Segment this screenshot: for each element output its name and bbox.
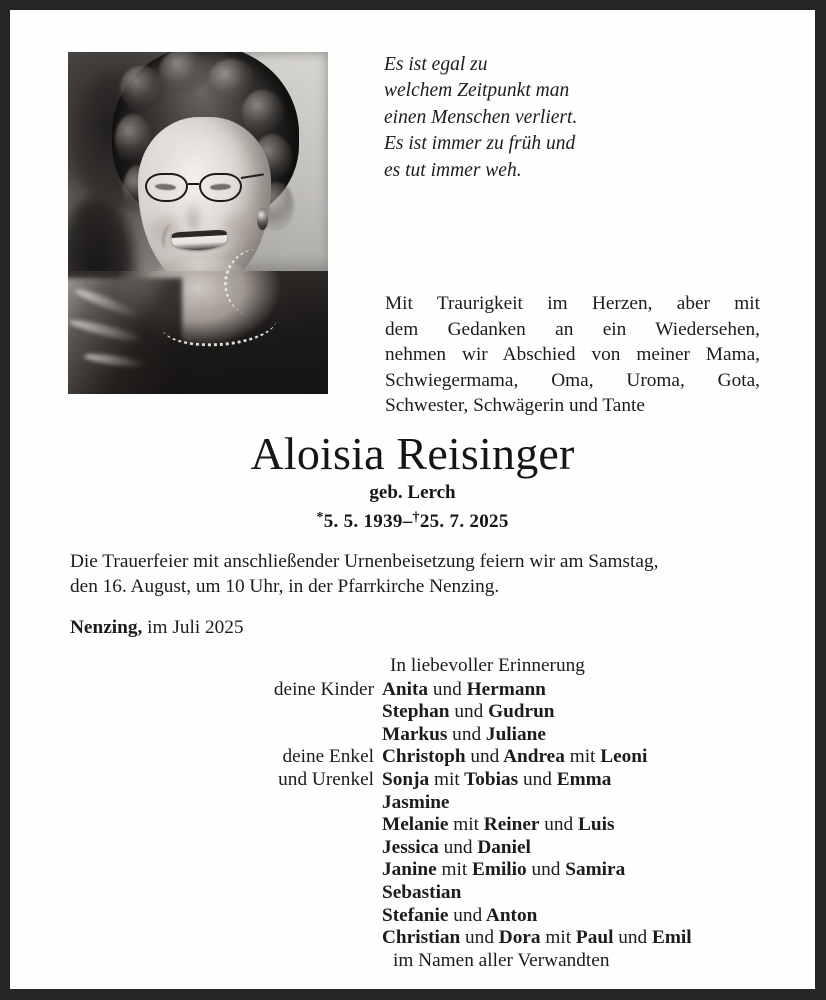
mourners-footer: im Namen aller Verwandten (393, 950, 610, 972)
service-information (70, 549, 780, 599)
mourner-names (382, 746, 647, 769)
mourner-conjunction: und (428, 678, 462, 700)
mourner-conjunction: mit (429, 768, 460, 790)
announcement-date: im Juli 2025 (147, 617, 244, 638)
mourner-row (10, 905, 815, 928)
mourner-conjunction: und (526, 859, 561, 881)
verse-line: Es ist immer zu früh und (384, 133, 576, 155)
mourner-name: Emma (551, 768, 612, 790)
mourner-name: Hermann (461, 678, 546, 700)
farewell-line: nehmen wir Abschied von meiner Mama, (385, 344, 760, 366)
mourner-name: Juliane (481, 723, 546, 745)
mourner-name: Tobias (459, 768, 519, 790)
mourner-row (10, 724, 815, 747)
mourner-names (382, 701, 555, 724)
mourner-name: Leoni (595, 746, 648, 768)
mourner-row (10, 927, 815, 950)
mourner-row (10, 882, 815, 905)
mourner-conjunction: und (518, 768, 552, 790)
farewell-line: dem Gedanken an ein Wiedersehen, (385, 318, 760, 340)
name-block (10, 428, 815, 534)
mourner-conjunction: und (449, 701, 484, 723)
mourner-name: Stefanie (382, 904, 449, 926)
mourner-row (10, 679, 815, 702)
mourner-name: Christian (382, 927, 461, 949)
mourner-name: Christoph (382, 746, 466, 768)
mourner-names (382, 814, 614, 837)
mourner-names (382, 882, 461, 905)
place-and-date (70, 615, 244, 640)
service-line: den 16. August, um 10 Uhr, in der Pfarrkirche Nenzing. (70, 576, 500, 598)
farewell-paragraph (385, 291, 760, 419)
mourner-conjunction: mit (448, 814, 479, 836)
mourner-name: Anton (482, 904, 538, 926)
mourner-name: Stephan (382, 701, 450, 723)
obituary-card (10, 10, 815, 989)
mourner-conjunction: und (448, 904, 483, 926)
mourner-conjunction: mit (436, 859, 468, 881)
mourner-name: Gudrun (483, 701, 555, 723)
mourner-name: Jessica (382, 836, 439, 858)
mourner-row (10, 859, 815, 882)
mourner-row (10, 701, 815, 724)
mourner-names (382, 927, 692, 950)
mourner-name: Sebastian (382, 881, 462, 903)
mourner-name: Anita (382, 678, 429, 700)
mourner-conjunction: mit (540, 927, 572, 949)
mourner-row (10, 769, 815, 792)
service-line: Die Trauerfeier mit anschließender Urnenbeisetzung feiern wir am Samstag, (70, 551, 659, 572)
life-dates (10, 505, 815, 534)
mourner-names (382, 679, 546, 702)
mourner-conjunction: und (613, 927, 648, 949)
mourner-name: Jasmine (382, 791, 450, 813)
mourner-names (382, 859, 625, 882)
verse-line: welchem Zeitpunkt man (384, 80, 570, 102)
mourner-name: Sonja (382, 768, 430, 790)
deceased-name: Aloisia Reisinger (250, 428, 575, 479)
mourner-conjunction: und (465, 746, 500, 768)
mourner-names (382, 837, 531, 860)
mourner-conjunction: und (539, 814, 574, 836)
maiden-name: geb. Lerch (369, 482, 456, 503)
portrait-photo (68, 52, 328, 394)
mourner-conjunction: und (447, 723, 482, 745)
mourner-relation-label: und Urenkel (278, 768, 374, 790)
mourner-name: Emilio (467, 859, 527, 881)
mourner-relation-label: deine Kinder (273, 678, 374, 700)
verse-line: einen Menschen verliert. (384, 106, 578, 128)
mourner-conjunction: mit (564, 746, 596, 768)
mourner-names (382, 769, 611, 792)
photo-film-grain (68, 52, 328, 394)
mourner-name: Daniel (472, 836, 531, 858)
farewell-line: Mit Traurigkeit im Herzen, aber mit (385, 293, 760, 314)
mourner-name: Samira (560, 859, 626, 881)
mourner-name: Reiner (478, 814, 540, 836)
mourner-row (10, 746, 815, 769)
mourners-list (10, 655, 815, 973)
mourner-names (382, 792, 449, 815)
mourner-name: Andrea (499, 746, 565, 768)
death-date: 25. 7. 2025 (419, 510, 509, 532)
birth-symbol: * (316, 509, 324, 525)
mourner-name: Melanie (382, 814, 449, 836)
farewell-line: Schwester, Schwägerin und Tante (385, 395, 645, 417)
mourner-name: Markus (382, 723, 448, 745)
mourner-names (382, 724, 546, 747)
mourners-rows (10, 679, 815, 950)
memorial-verse (384, 52, 684, 184)
mourner-row (10, 814, 815, 837)
mourner-conjunction: und (460, 927, 494, 949)
mourner-name: Dora (493, 927, 541, 949)
mourners-heading: In liebevoller Erinnerung (390, 655, 585, 676)
farewell-line: Schwiegermama, Oma, Uroma, Gota, (385, 369, 760, 391)
death-symbol: † (412, 509, 420, 525)
mourner-conjunction: und (438, 836, 473, 858)
place-name: Nenzing, (70, 617, 143, 638)
verse-line: Es ist egal zu (384, 54, 488, 75)
verse-line: es tut immer weh. (384, 159, 522, 181)
mourner-name: Janine (382, 859, 437, 881)
mourner-name: Emil (647, 927, 692, 949)
mourner-row (10, 792, 815, 815)
date-separator: – (402, 510, 413, 532)
birth-date: 5. 5. 1939 (323, 510, 403, 532)
mourner-name: Luis (573, 814, 615, 836)
mourner-names (382, 905, 537, 928)
mourner-name: Paul (571, 927, 614, 949)
mourner-row (10, 837, 815, 860)
mourner-relation-label: deine Enkel (282, 746, 374, 768)
